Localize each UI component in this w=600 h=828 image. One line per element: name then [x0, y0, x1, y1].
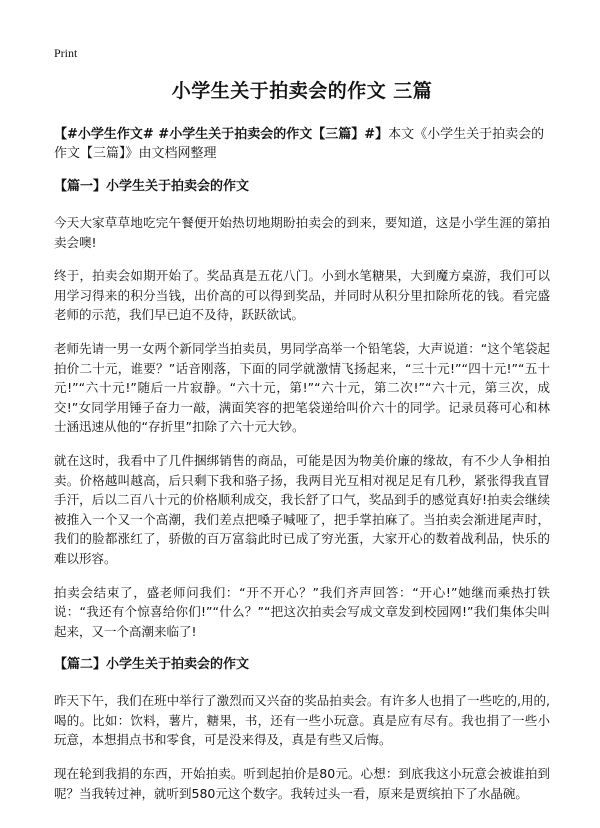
paragraph: 老师先请一男一女两个新同学当拍卖员，男同学高举一个铅笔袋，大声说道：“这个笔袋起拍价二十元，谁要？”话音刚落，下面的同学就激情飞扬起来，“三十元!”“四十元!”“五十元!”“六十元!”随后一片寂静。“六十元，第!”“六十元，第二次!”“六十元，第三次，成交!”女同学用锤子奋力一敲，满面笑容的把笔袋递给叫价六十的同学。记录员蒋可心和林士涵迅速从他的“存折里”扣除了六十元大钞。 — [54, 340, 550, 435]
document-title: 小学生关于拍卖会的作文 三篇 — [171, 80, 433, 102]
section-heading-1: 【篇一】小学生关于拍卖会的作文 — [54, 179, 250, 194]
paragraph: 拍卖会结束了，盛老师问我们：“开不开心？”我们齐声回答：“开心!”她继而乘热打铁说：“我还有个惊喜给你们!”“什么？”“把这次拍卖会写成文章发到校园网!”我们集体尖叫起来，又一个高潮来临了! — [54, 584, 550, 639]
paragraph: 就在这时，我看中了几件捆绑销售的商品，可能是因为物美价廉的缘故，有不少人争相拍卖。价格越叫越高，后只剩下我和骆子扬，我两目光互相对视足足有几秒，紧张得我直冒手汗，后以二百八十元的价格顺利成交，我长舒了口气，奖品到手的感觉真好!拍卖会继续被推入一个又一个高潮，我们差点把嗓子喊哑了，把手掌拍麻了。当拍卖会渐进尾声时，我们的脸都涨红了，骄傲的百万富翁此时已成了穷光蛋，大家开心的数着战利品，快乐的难以形容。 — [54, 452, 550, 566]
paragraph: 终于，拍卖会如期开始了。奖品真是五花八门。小到水笔糖果，大到魔方桌游，我们可以用学习得来的积分当钱，出价高的可以得到奖品，并同时从积分里扣除所花的钱。看完盛老师的示范，我们早已迫不及待，跃跃欲试。 — [54, 268, 550, 323]
intro-source: 本文《小学生关于拍卖会的作文【三篇】》由文档网整理 — [54, 127, 545, 161]
intro-tags: 【#小学生作文# #小学生关于拍卖会的作文【三篇】#】 — [54, 127, 389, 142]
paragraph: 现在轮到我捐的东西，开始拍卖。听到起拍价是80元。心想：到底我这小玩意会被谁拍到呢？当我转过神，就听到580元这个数字。我转过头一看，原来是贾缤拍下了水晶碗。 — [54, 766, 550, 801]
print-link[interactable]: Print — [54, 46, 78, 60]
paragraph: 今天大家草草地吃完午餐便开始热切地期盼拍卖会的到来，要知道，这是小学生涯的第拍卖会噢! — [54, 215, 550, 250]
document-intro — [54, 125, 550, 163]
paragraph: 昨天下午，我们在班中举行了激烈而又兴奋的奖品拍卖会。有许多人也捐了一些吃的,用的,喝的。比如：饮料，薯片，糖果，书，还有一些小玩意。真是应有尽有。我也捐了一些小玩意，本想捐点书和零食，可是没来得及，真是有些又后悔。 — [54, 693, 550, 748]
section-heading-2: 【篇二】小学生关于拍卖会的作文 — [54, 657, 250, 673]
document-body — [54, 76, 550, 817]
